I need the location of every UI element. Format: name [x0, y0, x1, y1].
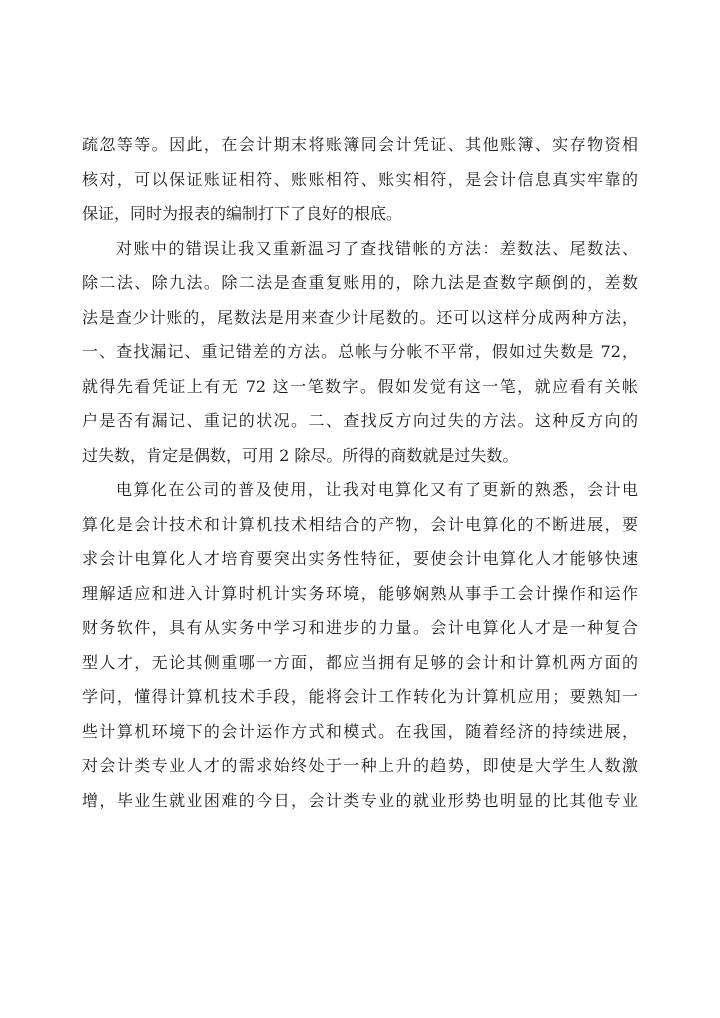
- text-line: 增，毕业生就业困难的今日，会计类专业的就业形势也明显的比其他专业: [82, 790, 638, 810]
- text-line: 对会计类专业人才的需求始终处于一种上升的趋势，即使是大学生人数激: [82, 756, 638, 775]
- text-line: 过失数，肯定是偶数，可用 2 除尽。所得的商数就是过失数。: [82, 445, 519, 465]
- text-line: 求会计电算化人才培育要突出实务性特征，要使会计电算化人才能够快速: [82, 549, 638, 568]
- text-line: 法是查少计账的，尾数法是用来查少计尾数的。还可以这样分成两种方法，: [82, 307, 638, 327]
- text-line: 保证，同时为报表的编制打下了良好的根底。: [82, 204, 403, 223]
- text-line: 算化是会计技术和计算机技术相结合的产物，会计电算化的不断进展，要: [82, 514, 638, 534]
- text-line: 就得先看凭证上有无 72 这一笔数字。假如发觉有这一笔，就应看有关帐: [82, 376, 638, 396]
- text-line: 疏忽等等。因此，在会计期末将账簿同会计凭证、其他账簿、实存物资相: [82, 135, 638, 154]
- text-line: 型人才，无论其侧重哪一方面，都应当拥有足够的会计和计算机两方面的: [82, 652, 638, 672]
- text-line: 对账中的错误让我又重新温习了查找错帐的方法：差数法、尾数法、: [116, 238, 638, 258]
- text-line: 核对，可以保证账证相符、账账相符、账实相符，是会计信息真实牢靠的: [82, 169, 638, 189]
- document-body: [82, 128, 638, 818]
- text-line: 些计算机环境下的会计运作方式和模式。在我国，随着经济的持续进展，: [82, 721, 638, 741]
- text-line: 一、查找漏记、重记错差的方法。总帐与分帐不平常，假如过失数是 72，: [82, 342, 638, 361]
- text-line: 户是否有漏记、重记的状况。二、查找反方向过失的方法。这种反方向的: [82, 411, 638, 430]
- text-line: 学问，懂得计算机技术手段，能将会计工作转化为计算机应用；要熟知一: [82, 687, 638, 706]
- text-line: 除二法、除九法。除二法是查重复账用的，除九法是查数字颠倒的，差数: [82, 273, 638, 292]
- text-line: 理解适应和进入计算时机计实务环境，能够娴熟从事手工会计操作和运作: [82, 583, 638, 603]
- text-line: 电算化在公司的普及使用，让我对电算化又有了更新的熟悉，会计电: [116, 480, 638, 499]
- text-line: 财务软件，具有从实务中学习和进步的力量。会计电算化人才是一种复合: [82, 618, 638, 637]
